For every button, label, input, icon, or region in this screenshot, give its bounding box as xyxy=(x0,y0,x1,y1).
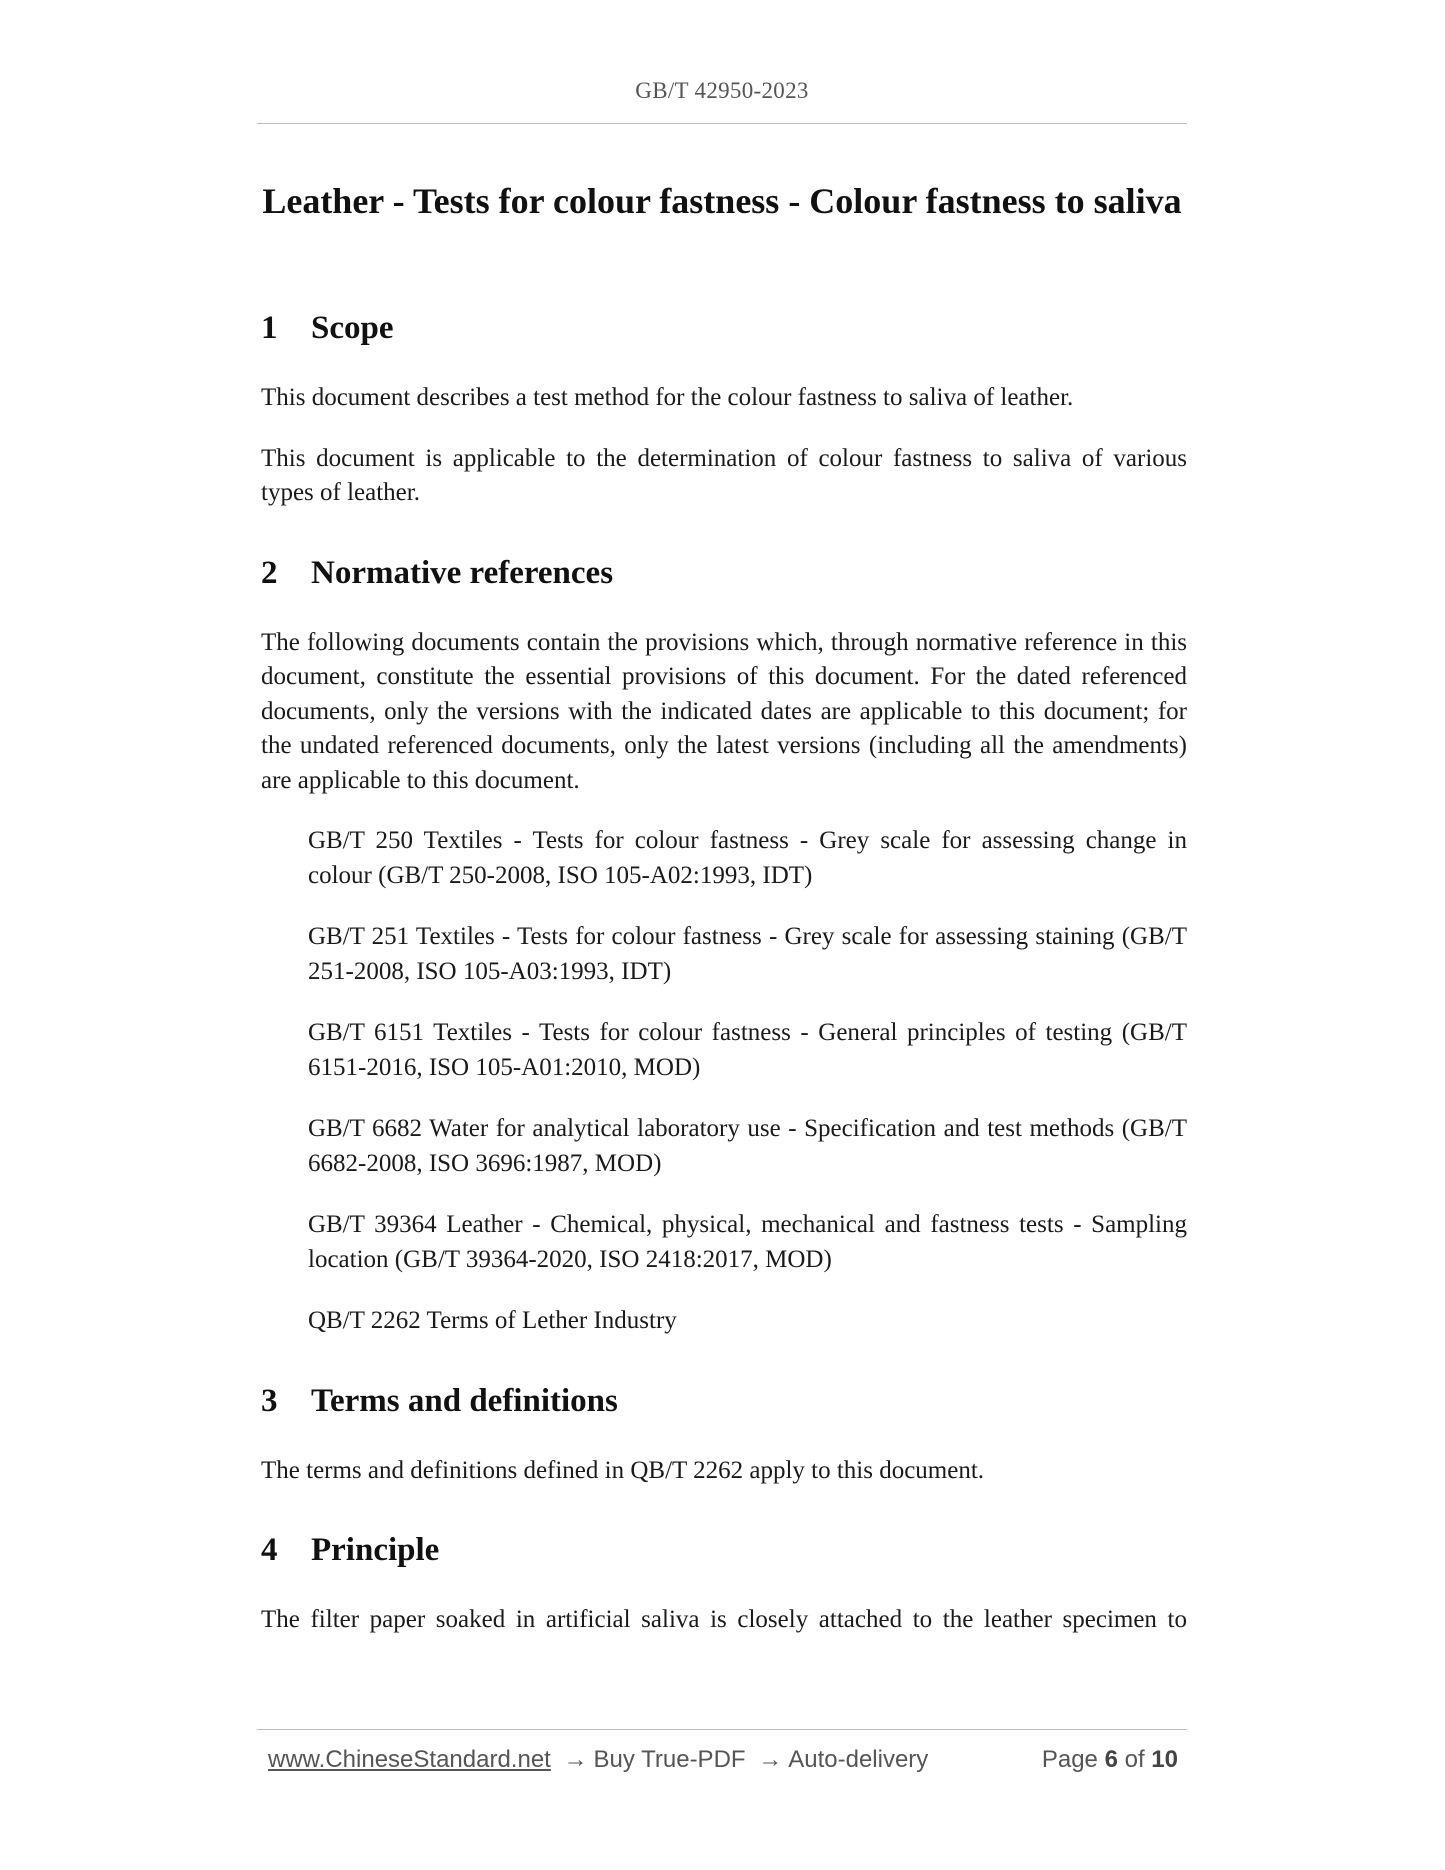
reference-item: GB/T 6682 Water for analytical laboratory use - Specification and test methods (GB/T 6682-2008, ISO 3696:1987, MOD) xyxy=(308,1115,1187,1177)
scope-paragraph-1: This document describes a test method for the colour fastness to saliva of leather. xyxy=(261,384,1074,411)
normative-intro-paragraph: The following documents contain the provisions which, through normative reference in this document, constitute the essential provisions of this document. For the dated referenced documents, only the versions with the indicated dates are applicable to this document; for the undated referenced documents, only the latest versions (including all the amendments) are applicable to this document. xyxy=(261,628,1187,794)
document-title: Leather - Tests for colour fastness - Colour fastness to saliva xyxy=(262,181,1182,221)
footer-divider xyxy=(257,1729,1187,1730)
footer-step-buy: Buy True-PDF xyxy=(593,1746,746,1773)
header-divider xyxy=(257,123,1187,124)
section-number: 2 xyxy=(261,554,278,591)
page-footer xyxy=(268,1746,1178,1774)
section-title: Normative references xyxy=(311,554,614,591)
current-page-number: 6 xyxy=(1104,1746,1118,1773)
running-header: GB/T 42950-2023 xyxy=(635,78,809,103)
reference-list xyxy=(261,824,1187,1339)
section-title: Principle xyxy=(311,1532,440,1568)
reference-item: GB/T 6151 Textiles - Tests for colour fastness - General principles of testing (GB/T 6151-2016, ISO 105-A01:2010, MOD) xyxy=(308,1019,1187,1081)
reference-item: GB/T 251 Textiles - Tests for colour fastness - Grey scale for assessing staining (GB/T 251-2008, ISO 105-A03:1993, IDT) xyxy=(308,923,1187,985)
arrow-right-icon: → xyxy=(758,1746,783,1773)
footer-step-delivery: Auto-delivery xyxy=(788,1746,929,1773)
reference-item: GB/T 39364 Leather - Chemical, physical, mechanical and fastness tests - Sampling location (GB/T 39364-2020, ISO 2418:2017, MOD) xyxy=(308,1211,1187,1273)
section-number: 4 xyxy=(261,1532,278,1568)
footer-promo xyxy=(268,1746,928,1774)
page-indicator xyxy=(1042,1746,1178,1774)
page-label: Page xyxy=(1041,1746,1098,1773)
arrow-right-icon: → xyxy=(563,1746,588,1773)
section-heading-normative-references xyxy=(261,555,1187,592)
section-heading-terms-and-definitions xyxy=(261,1383,1187,1420)
reference-item: GB/T 250 Textiles - Tests for colour fastness - Grey scale for assessing change in colour (GB/T 250-2008, ISO 105-A02:1993, IDT) xyxy=(308,827,1187,889)
reference-item: QB/T 2262 Terms of Lether Industry xyxy=(308,1307,677,1334)
section-heading-scope xyxy=(261,310,1187,347)
website-link[interactable]: www.ChineseStandard.net xyxy=(268,1746,551,1773)
section-number: 1 xyxy=(261,310,278,346)
scope-paragraph-2: This document is applicable to the determination of colour fastness to saliva of various types of leather. xyxy=(261,444,1187,506)
principle-paragraph: The filter paper soaked in artificial saliva is closely attached to the leather specimen to xyxy=(261,1606,1187,1633)
total-pages-number: 10 xyxy=(1151,1746,1178,1773)
of-label: of xyxy=(1124,1746,1145,1773)
document-body xyxy=(261,310,1187,1638)
section-number: 3 xyxy=(261,1382,278,1419)
section-title: Scope xyxy=(311,310,394,346)
section-heading-principle xyxy=(261,1532,1187,1569)
terms-paragraph: The terms and definitions defined in QB/T 2262 apply to this document. xyxy=(261,1456,985,1484)
section-title: Terms and definitions xyxy=(311,1382,618,1419)
